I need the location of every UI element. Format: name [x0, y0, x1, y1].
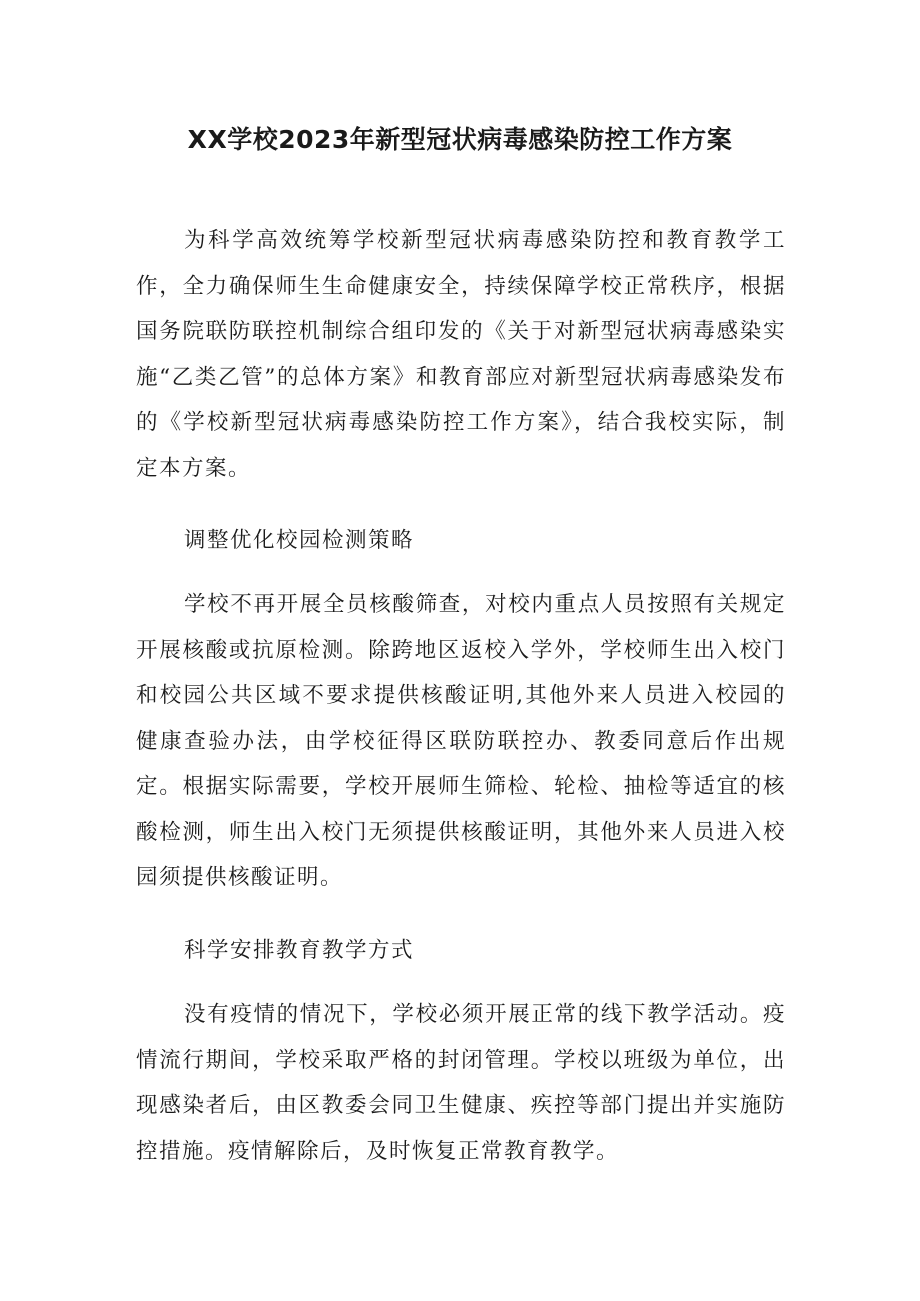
section-heading-teaching: 科学安排教育教学方式 — [184, 938, 415, 963]
section-heading-testing: 调整优化校园检测策略 — [184, 528, 415, 553]
document-title: XX学校2023年新型冠状病毒感染防控工作方案 — [187, 125, 733, 154]
section-body-teaching: 没有疫情的情况下，学校必须开展正常的线下教学活动。疫情流行期间，学校采取严格的封闭管理。学校以班级为单位，出现感染者后，由区教委会同卫生健康、疾控等部门提出并实施防控措施。疫情解除后，及时恢复正常教育教学。 — [136, 1002, 786, 1164]
section-body-testing: 学校不再开展全员核酸筛查，对校内重点人员按照有关规定开展核酸或抗原检测。除跨地区返校入学外，学校师生出入校门和校园公共区域不要求提供核酸证明,其他外来人员进入校园的健康查验办法，由学校征得区联防联控办、教委同意后作出规定。根据实际需要，学校开展师生筛检、轮检、抽检等适宜的核酸检测，师生出入校门无须提供核酸证明，其他外来人员进入校园须提供核酸证明。 — [136, 592, 786, 890]
intro-paragraph: 为科学高效统筹学校新型冠状病毒感染防控和教育教学工作，全力确保师生生命健康安全，持续保障学校正常秩序，根据国务院联防联控机制综合组印发的《关于对新型冠状病毒感染实施“乙类乙管”的总体方案》和教育部应对新型冠状病毒感染发布的《学校新型冠状病毒感染防控工作方案》，结合我校实际，制定本方案。 — [136, 228, 786, 481]
